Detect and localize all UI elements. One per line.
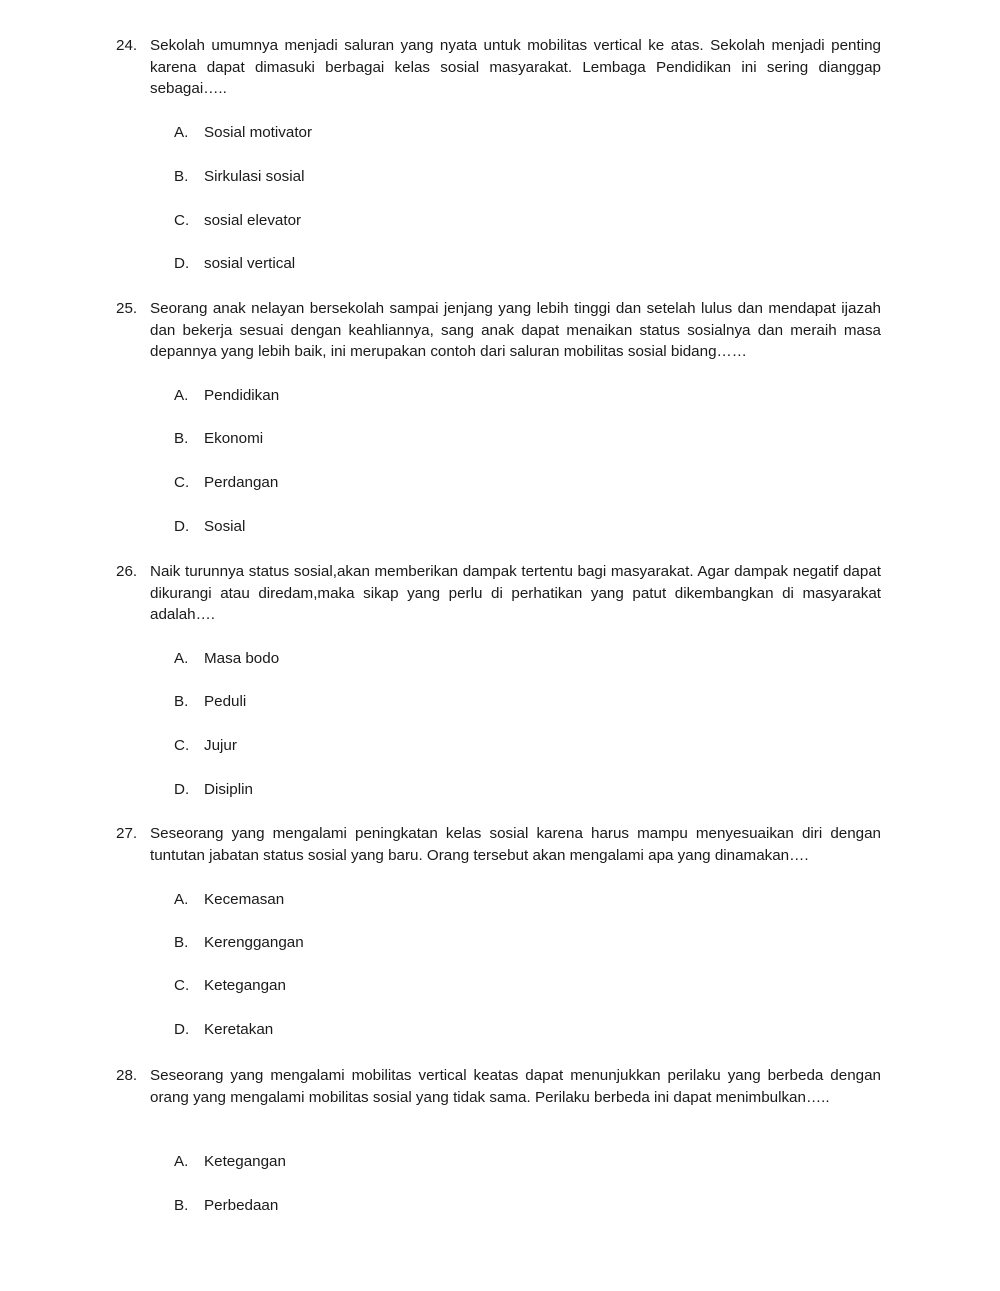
option-text: Jujur bbox=[204, 737, 237, 754]
question-text: Sekolah umumnya menjadi saluran yang nyata untuk mobilitas vertical ke atas. Sekolah menjadi penting karena dapat dimasuki berbagai kelas sosial masyarakat. Lembaga Pendidikan ini sering dianggap sebagai….. bbox=[150, 37, 881, 97]
option-d[interactable] bbox=[174, 517, 245, 537]
option-text: sosial vertical bbox=[204, 255, 296, 272]
question-number: 28. bbox=[116, 1067, 138, 1084]
question-text: Seseorang yang mengalami peningkatan kelas sosial karena harus mampu menyesuaikan diri dengan tuntutan jabatan status sosial yang baru. Orang tersebut akan mengalami apa yang dinamakan…. bbox=[150, 825, 881, 864]
option-d[interactable] bbox=[174, 1020, 273, 1040]
option-text: sosial elevator bbox=[204, 212, 302, 229]
option-b[interactable] bbox=[174, 1196, 278, 1216]
option-a[interactable] bbox=[174, 123, 312, 143]
question-number: 27. bbox=[116, 825, 138, 842]
option-letter: A. bbox=[174, 650, 189, 667]
option-letter: D. bbox=[174, 255, 190, 272]
option-text: Disiplin bbox=[204, 781, 253, 798]
option-text: Ketegangan bbox=[204, 1153, 286, 1170]
question-26 bbox=[116, 561, 881, 798]
option-text: Sirkulasi sosial bbox=[204, 168, 305, 185]
question-27 bbox=[116, 823, 881, 1038]
option-text: Kerenggangan bbox=[204, 934, 304, 951]
option-c[interactable] bbox=[174, 736, 237, 756]
question-28 bbox=[116, 1065, 881, 1214]
option-text: Perdangan bbox=[204, 474, 279, 491]
option-c[interactable] bbox=[174, 211, 301, 231]
option-letter: C. bbox=[174, 737, 190, 754]
option-a[interactable] bbox=[174, 386, 279, 406]
option-letter: D. bbox=[174, 518, 190, 535]
option-letter: B. bbox=[174, 934, 189, 951]
question-number: 26. bbox=[116, 563, 138, 580]
option-a[interactable] bbox=[174, 1152, 286, 1172]
option-text: Keretakan bbox=[204, 1021, 274, 1038]
option-b[interactable] bbox=[174, 692, 246, 712]
option-letter: A. bbox=[174, 891, 189, 908]
option-b[interactable] bbox=[174, 167, 304, 187]
option-letter: B. bbox=[174, 693, 189, 710]
option-text: Kecemasan bbox=[204, 891, 285, 908]
option-letter: C. bbox=[174, 212, 190, 229]
option-d[interactable] bbox=[174, 780, 253, 800]
option-b[interactable] bbox=[174, 933, 304, 953]
option-letter: C. bbox=[174, 474, 190, 491]
option-text: Perbedaan bbox=[204, 1197, 279, 1214]
option-text: Sosial bbox=[204, 518, 246, 535]
option-c[interactable] bbox=[174, 473, 278, 493]
option-letter: A. bbox=[174, 387, 189, 404]
option-text: Sosial motivator bbox=[204, 124, 313, 141]
option-c[interactable] bbox=[174, 976, 286, 996]
question-number: 24. bbox=[116, 37, 138, 54]
option-text: Ekonomi bbox=[204, 430, 264, 447]
option-letter: B. bbox=[174, 168, 189, 185]
option-text: Peduli bbox=[204, 693, 247, 710]
option-letter: A. bbox=[174, 124, 189, 141]
option-letter: A. bbox=[174, 1153, 189, 1170]
option-letter: D. bbox=[174, 1021, 190, 1038]
option-letter: B. bbox=[174, 430, 189, 447]
option-letter: B. bbox=[174, 1197, 189, 1214]
question-text: Naik turunnya status sosial,akan memberikan dampak tertentu bagi masyarakat. Agar dampak negatif dapat dikurangi atau diredam,maka sikap yang perlu di perhatikan yang patut dikembangkan di masyarakat adalah…. bbox=[150, 563, 881, 623]
question-25 bbox=[116, 298, 881, 535]
option-text: Pendidikan bbox=[204, 387, 280, 404]
option-text: Ketegangan bbox=[204, 977, 286, 994]
option-letter: C. bbox=[174, 977, 190, 994]
question-text: Seorang anak nelayan bersekolah sampai jenjang yang lebih tinggi dan setelah lulus dan mendapat ijazah dan bekerja sesuai dengan keahliannya, sang anak dapat menaikan status sosialnya dan meraih masa depannya yang lebih baik, ini merupakan contoh dari saluran mobilitas sosial bidang…… bbox=[150, 300, 881, 360]
option-d[interactable] bbox=[174, 254, 295, 274]
question-text: Seseorang yang mengalami mobilitas vertical keatas dapat menunjukkan perilaku yang berbeda dengan orang yang mengalami mobilitas sosial yang tidak sama. Perilaku berbeda ini dapat menimbulkan….. bbox=[150, 1067, 881, 1106]
option-b[interactable] bbox=[174, 429, 263, 449]
option-text: Masa bodo bbox=[204, 650, 280, 667]
question-number: 25. bbox=[116, 300, 138, 317]
option-letter: D. bbox=[174, 781, 190, 798]
question-24 bbox=[116, 35, 881, 272]
option-a[interactable] bbox=[174, 890, 284, 910]
option-a[interactable] bbox=[174, 649, 279, 669]
